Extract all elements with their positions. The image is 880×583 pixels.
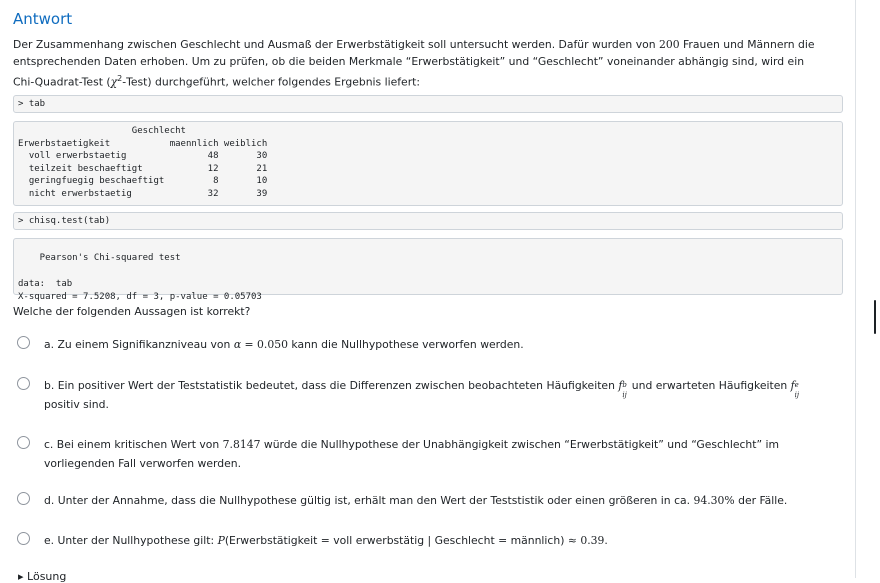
- scrollbar-thumb[interactable]: [874, 300, 876, 334]
- option-text: kann die Nullhypothese verworfen werden.: [287, 338, 524, 351]
- equals-sign: =: [241, 338, 258, 351]
- solution-label: Lösung: [27, 570, 67, 583]
- subscript: ij: [794, 391, 800, 399]
- option-text: a. Zu einem Signifikanzniveau von: [44, 338, 234, 351]
- intro-text: -Test) durchgeführt, welcher folgendes Ergebnis liefert:: [122, 75, 421, 89]
- option-text: e. Unter der Nullhypothese gilt:: [44, 534, 218, 547]
- option-d-label[interactable]: [44, 491, 834, 510]
- radio-option-e[interactable]: [17, 532, 30, 545]
- superscript: e: [794, 381, 799, 389]
- option-text: (Erwerbstätigkeit = voll erwerbstätig | Geschlecht = männlich): [224, 534, 568, 547]
- radio-option-d[interactable]: [17, 492, 30, 505]
- option-text: c. Bei einem kritischen Wert von: [44, 438, 223, 451]
- option-b-label[interactable]: [44, 376, 834, 414]
- option-text: .: [604, 534, 608, 547]
- option-a-label[interactable]: [44, 335, 834, 354]
- intro-text: Frauen und Männern die entsprechenden Daten erhoben. Um zu prüfen, ob die beiden Merkmale “Erwerbstätigkeit” und “Geschlecht” voneinander abhängig sind, wird ein Chi-Quadrat-Test (: [13, 38, 815, 89]
- code-command-tab: > tab: [13, 95, 843, 113]
- question-prompt: Welche der folgenden Aussagen ist korrekt?: [13, 305, 251, 318]
- code-output-table: Geschlecht Erwerbstaetigkeit maennlich weiblich voll erwerbstaetig 48 30 teilzeit beschaeftigt 12 21 geringfuegig beschaeftigt 8 10 nicht erwerbstaetig 32 39: [13, 121, 843, 206]
- option-e-label[interactable]: [44, 531, 834, 550]
- alpha-symbol: α: [233, 338, 242, 351]
- radio-option-b[interactable]: [17, 377, 30, 390]
- approx-symbol: ≈: [567, 534, 577, 547]
- f-indices-expected: [794, 379, 801, 399]
- chi-symbol: χ: [110, 75, 118, 89]
- f-symbol: f: [618, 379, 623, 392]
- probability-value: 0.39: [576, 534, 605, 547]
- answer-heading: Antwort: [13, 10, 73, 28]
- option-text: und erwarteten Häufigkeiten: [628, 379, 791, 392]
- radio-option-a[interactable]: [17, 336, 30, 349]
- option-text: d. Unter der Annahme, dass die Nullhypothese gültig ist, erhält man den Wert der Teststistik oder einen größeren in ca.: [44, 494, 694, 507]
- chevron-right-icon: ▸: [18, 570, 28, 583]
- code-command-chisq: > chisq.test(tab): [13, 212, 843, 230]
- sample-size: 200: [658, 38, 680, 51]
- option-text: würde die Nullhypothese der Unabhängigkeit zwischen “Erwerbstätigkeit” und “Geschlecht” im vorliegenden Fall verworfen werden.: [44, 438, 780, 470]
- option-text: positiv sind.: [44, 398, 109, 411]
- probability-symbol: P: [217, 534, 225, 547]
- radio-option-c[interactable]: [17, 436, 30, 449]
- f-indices-observed: [622, 379, 628, 399]
- f-symbol: f: [790, 379, 795, 392]
- critical-value: 7.8147: [222, 438, 261, 451]
- option-text: der Fälle.: [734, 494, 788, 507]
- option-c-label[interactable]: [44, 435, 834, 473]
- superscript: b: [622, 381, 627, 389]
- chi-exponent: 2: [117, 74, 123, 83]
- intro-text: Der Zusammenhang zwischen Geschlecht und Ausmaß der Erwerbstätigkeit soll untersucht werden. Dafür wurden von: [13, 38, 659, 51]
- alpha-value: 0.050: [257, 338, 288, 351]
- percentage-value: 94.30%: [693, 494, 735, 507]
- code-output-chisq: Pearson's Chi-squared test data: tab X-squared = 7.5208, df = 3, p-value = 0.05703: [13, 238, 843, 295]
- option-text: b. Ein positiver Wert der Teststatistik bedeutet, dass die Differenzen zwischen beobachteten Häufigkeiten: [44, 379, 619, 392]
- solution-toggle[interactable]: [18, 570, 66, 583]
- subscript: ij: [622, 391, 627, 399]
